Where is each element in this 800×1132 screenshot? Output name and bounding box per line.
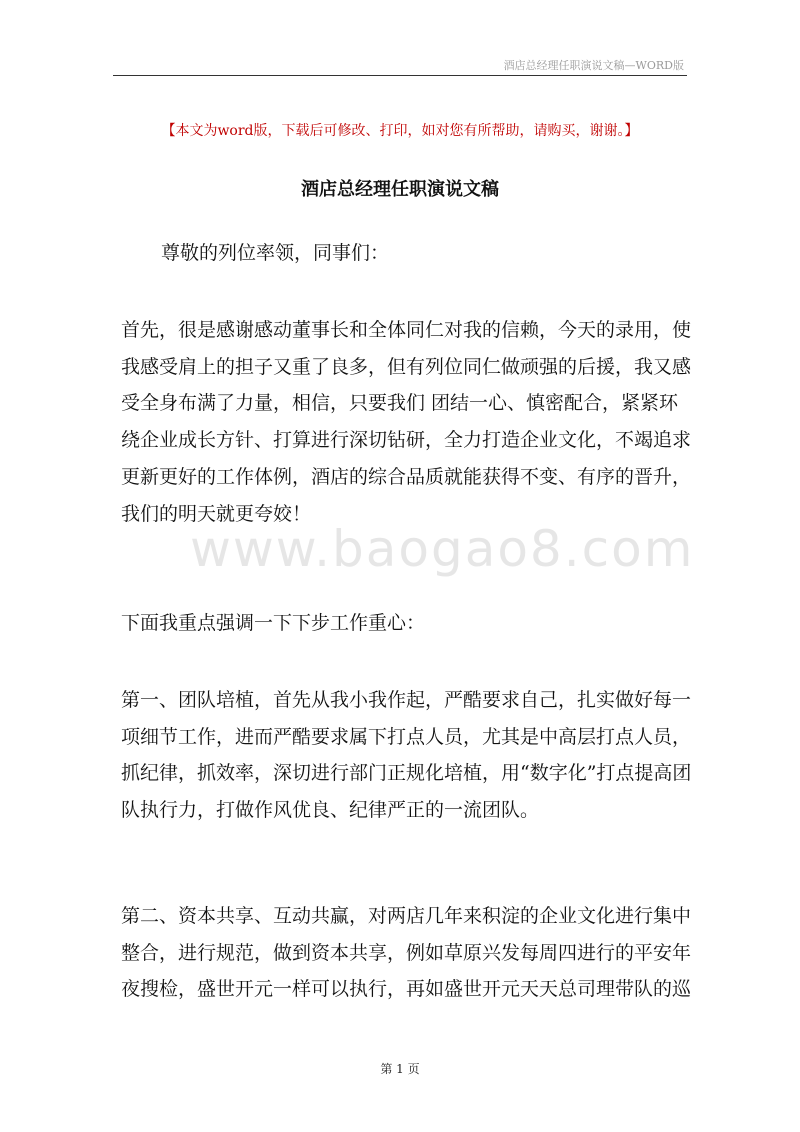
- header-divider: [113, 75, 687, 76]
- paragraph-line: 队执行力，打做作风优良、纪律严正的一流团队。: [121, 799, 540, 822]
- paragraph-line: 整合，进行规范，做到资本共享，例如草原兴发每周四进行的平安年: [121, 941, 692, 964]
- paragraph-line: 下面我重点强调一下下步工作重心：: [121, 612, 426, 634]
- page-number: 第 1 页: [380, 1062, 420, 1076]
- paragraph-line: 抓纪律，抓效率，深切进行部门正规化培植，用“数字化”打点提高团: [121, 762, 692, 785]
- site-watermark: www.baogao8.com: [190, 520, 695, 578]
- paragraph-line: 夜搜检，盛世开元一样可以执行，再如盛世开元天天总司理带队的巡: [121, 978, 692, 1001]
- paragraph-line: 第一、团队培植，首先从我小我作起，严酷要求自己，扎实做好每一: [121, 689, 692, 711]
- download-notice: 【本文为word版，下载后可修改、打印，如对您有所帮助，请购买，谢谢。】: [161, 123, 639, 139]
- paragraph-line: 我们的明天就更夸姣！: [121, 502, 312, 525]
- paragraph-line: 我感受肩上的担子又重了良多，但有列位同仁做顽强的后援，我又感: [121, 355, 692, 378]
- paragraph-resource-sharing: [121, 898, 692, 1008]
- paragraph-line: 首先，很是感谢感动董事长和全体同仁对我的信赖，今天的录用，使: [121, 319, 692, 341]
- paragraph-team-building: [121, 682, 692, 829]
- paragraph-line: 第二、资本共享、互动共赢，对两店几年来积淀的企业文化进行集中: [121, 905, 692, 927]
- paragraph-line: 更新更好的工作体例，酒店的综合品质就能获得不变、有序的晋升，: [121, 465, 692, 488]
- paragraph-focus-intro: [121, 605, 687, 642]
- salutation: 尊敬的列位率领，同事们：: [161, 242, 390, 264]
- paragraph-line: 绕企业成长方针、打算进行深切钻研，全力打造企业文化，不竭追求: [121, 429, 692, 452]
- paragraph-opening: [121, 312, 692, 532]
- document-title: 酒店总经理任职演说文稿: [301, 179, 499, 200]
- paragraph-line: 受全身布满了力量，相信，只要我们 团结一心、慎密配合，紧紧环: [121, 392, 679, 415]
- paragraph-line: 项细节工作，进而严酷要求属下打点人员，尤其是中高层打点人员，: [121, 725, 692, 748]
- page-header-title: 酒店总经理任职演说文稿—WORD版: [503, 59, 684, 72]
